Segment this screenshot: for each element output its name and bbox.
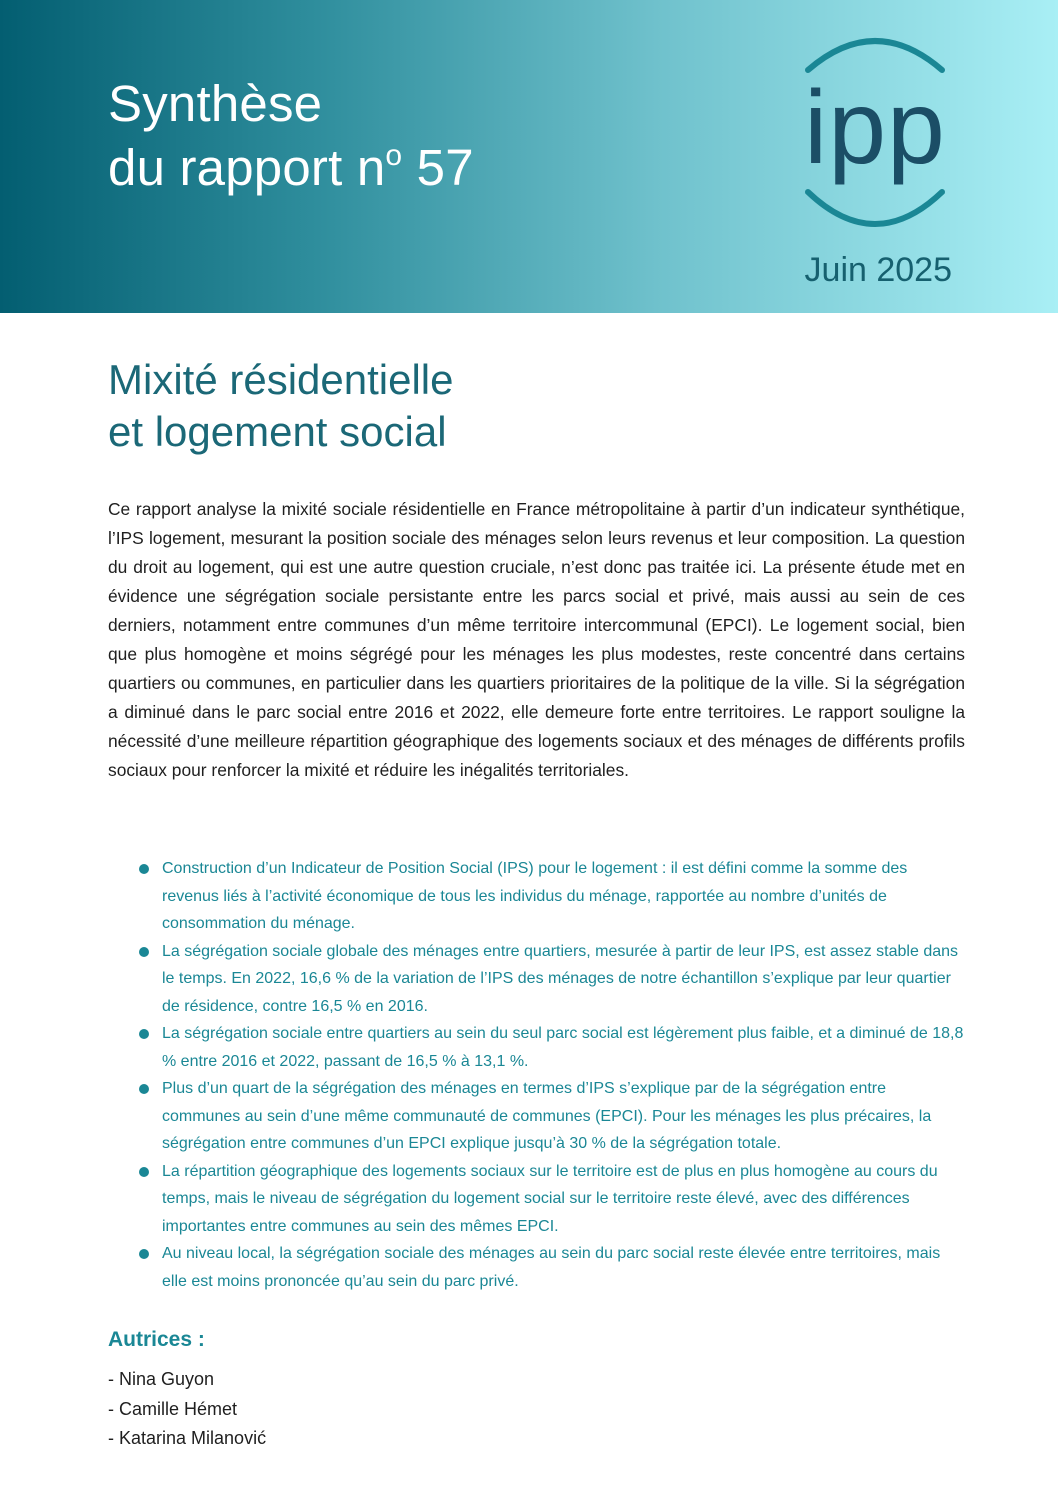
author-name: - Camille Hémet xyxy=(108,1398,238,1419)
key-point-text: La ségrégation sociale entre quartiers au sein du seul parc social est légèrement plus faible, et a diminué de 18,8 % entre 2016 et 2022, passant de 16,5 % à 13,1 %. xyxy=(162,1025,964,1070)
key-point-item xyxy=(136,1020,966,1075)
key-point-text: Construction d’un Indicateur de Position Social (IPS) pour le logement : il est défini comme la somme des revenus liés à l’activité économique de tous les individus du ménage, rapportée au nombre d’unités de consommation du ménage. xyxy=(162,860,908,932)
ipp-logo xyxy=(796,30,954,236)
key-point-item xyxy=(136,1240,966,1295)
document-title-line1: Mixité résidentielle xyxy=(108,356,454,403)
author-name: - Katarina Milanović xyxy=(108,1428,267,1448)
header-title-superscript: o xyxy=(385,139,403,172)
bullet-dot-icon xyxy=(139,1249,149,1259)
key-point-text: La ségrégation sociale globale des ménages entre quartiers, mesurée à partir de leur IPS, est assez stable dans le temps. En 2022, 16,6 % de la variation de l’IPS des ménages de notre échantillon s’explique par leur quartier de résidence, contre 16,5 % en 2016. xyxy=(162,942,959,1015)
key-point-text: Plus d’un quart de la ségrégation des ménages en termes d’IPS s’explique par de la ségrégation entre communes au sein d’une même communauté de communes (EPCI). Pour les ménages les plus précaires, la ségrégation entre communes d’un EPCI explique jusqu’à 30 % de la ségrégation totale. xyxy=(162,1080,932,1152)
author-name: - Nina Guyon xyxy=(108,1369,215,1389)
key-point-item xyxy=(136,1075,966,1158)
header-title xyxy=(108,72,474,200)
report-header xyxy=(0,0,1058,313)
authors-list xyxy=(108,1365,266,1454)
key-point-text: La répartition géographique des logements sociaux sur le territoire est de plus en plus homogène au cours du temps, mais le niveau de ségrégation du logement social sur le territoire reste élevé, avec des différences importantes entre communes au sein des mêmes EPCI. xyxy=(162,1162,938,1235)
bullet-dot-icon xyxy=(139,947,149,957)
header-title-number: 57 xyxy=(402,139,474,196)
header-title-line2 xyxy=(108,136,474,200)
key-point-item xyxy=(136,938,966,1021)
bullet-dot-icon xyxy=(139,864,149,874)
key-point-item xyxy=(136,1158,966,1241)
report-date: Juin 2025 xyxy=(804,251,952,289)
header-title-line1: Synthèse xyxy=(108,75,323,132)
key-points-list xyxy=(136,855,966,1295)
key-point-text: Au niveau local, la ségrégation sociale des ménages au sein du parc social reste élevée entre territoires, mais elle est moins prononcée qu’au sein du parc privé. xyxy=(162,1245,941,1290)
logo-text: ipp xyxy=(804,70,946,186)
bullet-dot-icon xyxy=(139,1029,149,1039)
document-title xyxy=(108,354,453,458)
document-title-line2: et logement social xyxy=(108,408,447,455)
abstract-paragraph: Ce rapport analyse la mixité sociale résidentielle en France métropolitaine à partir d’un indicateur synthétique, l’IPS logement, mesurant la position sociale des ménages selon leurs revenus et leur composition. La question du droit au logement, qui est une autre question cruciale, n’est donc pas traitée ici. La présente étude met en évidence une ségrégation sociale persistante entre les parcs social et privé, mais aussi au sein de ces derniers, notamment entre communes d’un même territoire intercommunal (EPCI). Le logement social, bien que plus homogène et moins ségrégé pour les ménages les plus modestes, reste concentré dans certains quartiers ou communes, en particulier dans les quartiers prioritaires de la politique de la ville. Si la ségrégation a diminué dans le parc social entre 2016 et 2022, elle demeure forte entre territoires. Le rapport souligne la nécessité d’une meilleure répartition géographique des logements sociaux et des ménages de différents profils sociaux pour renforcer la mixité et réduire les inégalités territoriales. xyxy=(108,499,965,780)
key-point-item xyxy=(136,855,966,938)
bullet-dot-icon xyxy=(139,1167,149,1177)
bullet-dot-icon xyxy=(139,1084,149,1094)
authors-heading: Autrices : xyxy=(108,1328,205,1351)
header-title-prefix: du rapport n xyxy=(108,139,386,196)
